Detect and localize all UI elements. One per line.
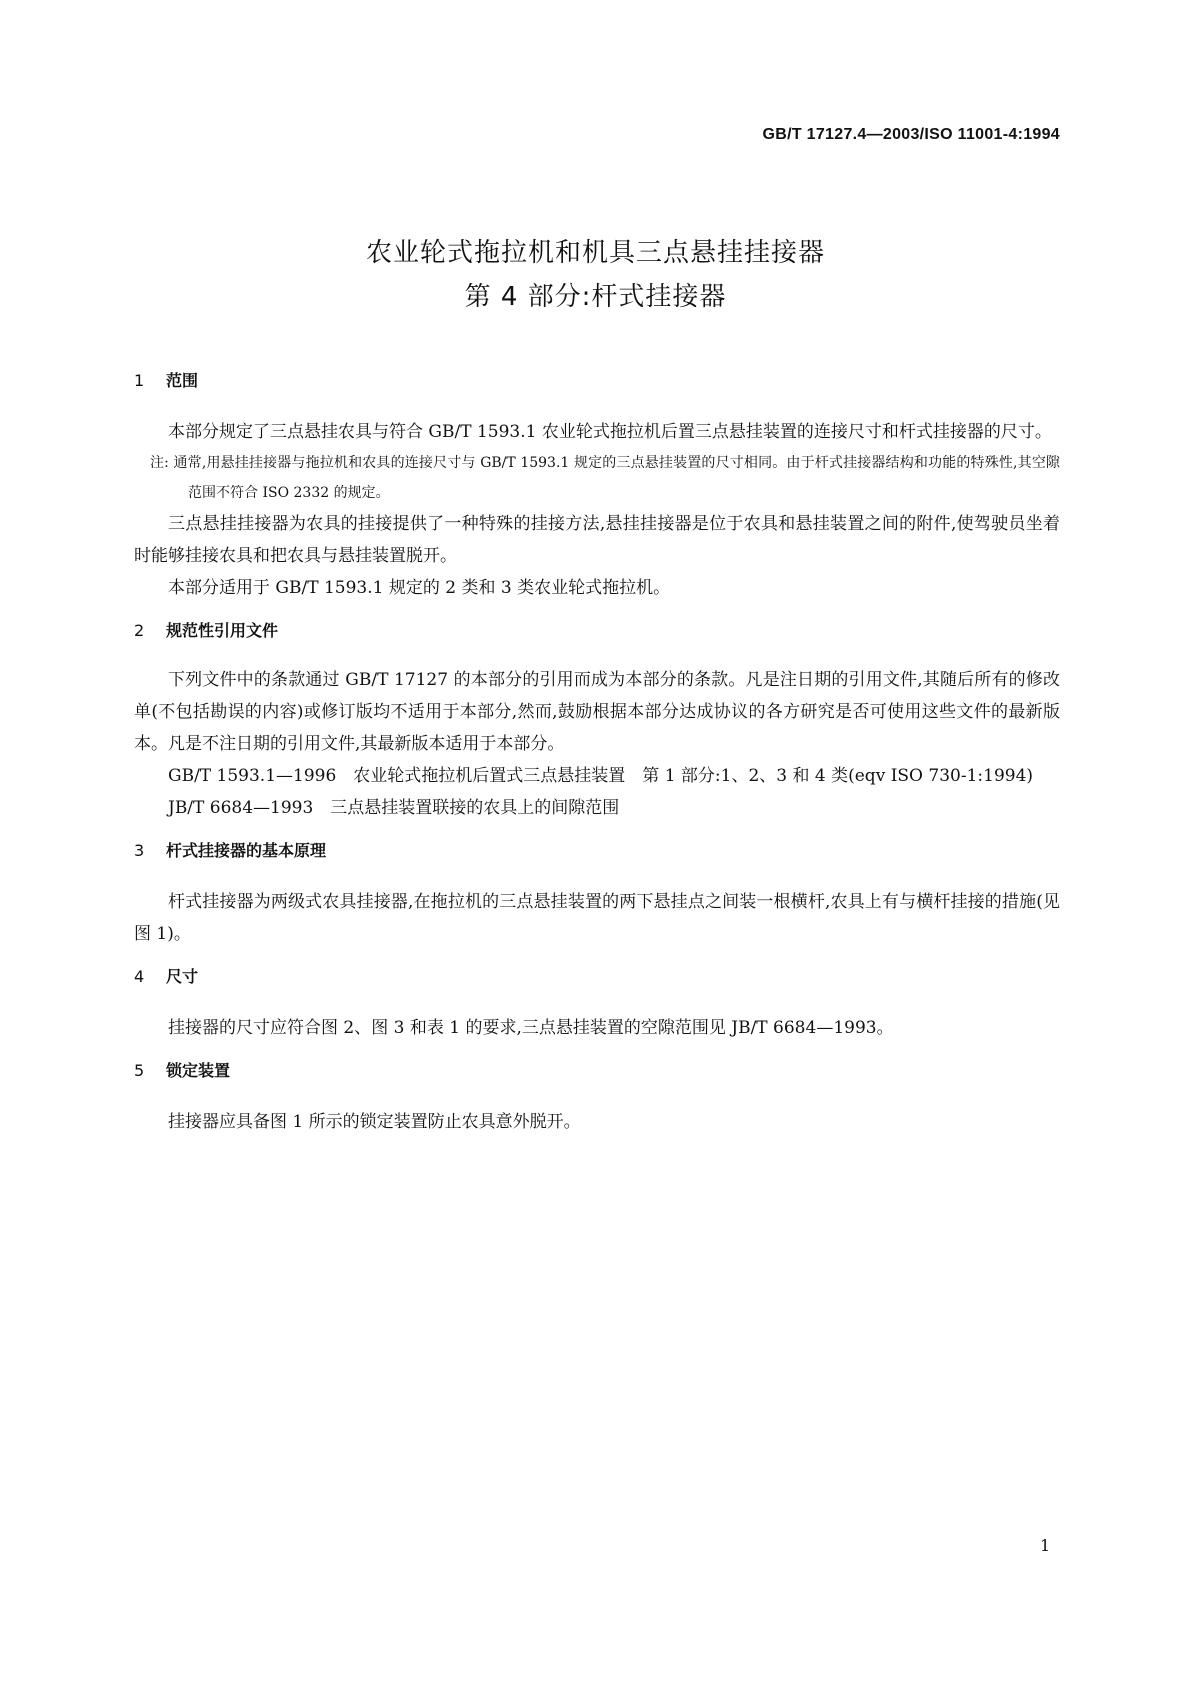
paragraph: 本部分规定了三点悬挂农具与符合 GB/T 1593.1 农业轮式拖拉机后置三点悬挂装置的连接尺寸和杆式挂接器的尺寸。 (168, 422, 1052, 442)
standard-code: GB/T 17127.4—2003/ISO 11001-4:1994 (762, 126, 1060, 143)
document-subtitle: 第 4 部分:杆式挂接器 (464, 282, 727, 312)
paragraph: 挂接器的尺寸应符合图 2、图 3 和表 1 的要求,三点悬挂装置的空隙范围见 JB/T 6684—1993。 (168, 1018, 894, 1038)
paragraph: 挂接器应具备图 1 所示的锁定装置防止农具意外脱开。 (168, 1112, 581, 1132)
paragraph: 三点悬挂挂接器为农具的挂接提供了一种特殊的挂接方法,悬挂挂接器是位于农具和悬挂装置之间的附件,使驾驶员坐着时能够挂接农具和把农具与悬挂装置脱开。 (134, 514, 1060, 566)
paragraph: 下列文件中的条款通过 GB/T 17127 的本部分的引用而成为本部分的条款。凡是注日期的引用文件,其随后所有的修改单(不包括勘误的内容)或修订版均不适用于本部分,然而,鼓励根据本部分达成协议的各方研究是否可使用这些文件的最新版本。凡是不注日期的引用文件,其最新版本适用于本部分。 (134, 670, 1060, 754)
paragraph: 杆式挂接器为两级式农具挂接器,在拖拉机的三点悬挂装置的两下悬挂点之间装一根横杆,农具上有与横杆挂接的措施(见图 1)。 (134, 892, 1060, 944)
document-body (134, 370, 1060, 1138)
section-number: 4 (134, 967, 145, 986)
reference-entry: JB/T 6684—1993 三点悬挂装置联接的农具上的间隙范围 (168, 798, 620, 818)
section-title: 尺寸 (166, 967, 199, 986)
section-heading-normative-references (134, 620, 1060, 642)
section-number: 2 (134, 621, 145, 640)
section-number: 3 (134, 841, 145, 860)
section-heading-scope (134, 370, 1060, 392)
reference-entry: GB/T 1593.1—1996 农业轮式拖拉机后置式三点悬挂装置 第 1 部分:1、2、3 和 4 类(eqv ISO 730-1:1994) (168, 766, 1034, 786)
paragraph: 本部分适用于 GB/T 1593.1 规定的 2 类和 3 类农业轮式拖拉机。 (168, 578, 671, 598)
section-heading-dimensions (134, 966, 1060, 988)
section-title: 杆式挂接器的基本原理 (166, 841, 327, 860)
section-heading-locking-device (134, 1060, 1060, 1082)
section-title: 规范性引用文件 (166, 621, 279, 640)
section-number: 1 (134, 371, 145, 390)
section-heading-basic-principle (134, 840, 1060, 862)
document-title: 农业轮式拖拉机和机具三点悬挂挂接器 (365, 238, 825, 268)
section-title: 锁定装置 (166, 1061, 231, 1080)
section-number: 5 (134, 1061, 145, 1080)
section-title: 范围 (166, 371, 199, 390)
page-number: 1 (1040, 1536, 1051, 1555)
note: 注: 通常,用悬挂挂接器与拖拉机和农具的连接尺寸与 GB/T 1593.1 规定的三点悬挂装置的尺寸相同。由于杆式挂接器结构和功能的特殊性,其空隙范围不符合 ISO 2332 的规定。 (150, 455, 1060, 501)
